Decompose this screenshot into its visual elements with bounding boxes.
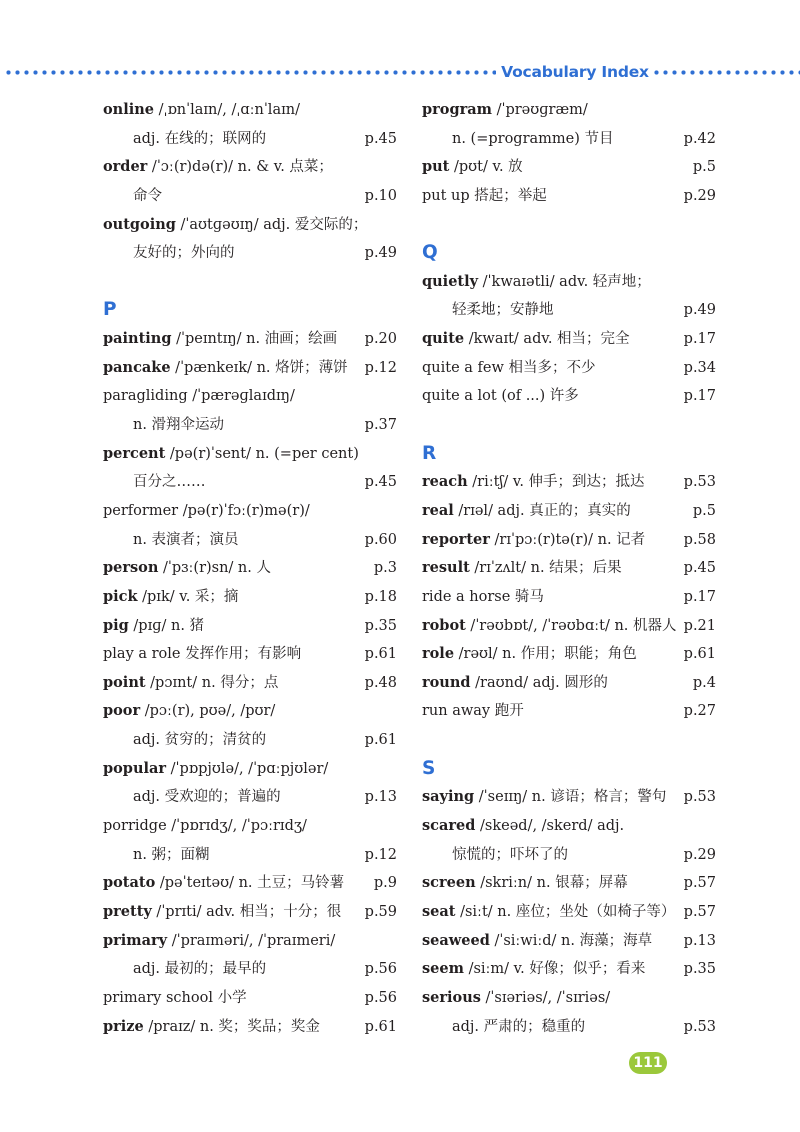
headword: painting bbox=[103, 330, 172, 348]
page-reference: p.13 bbox=[683, 932, 716, 949]
headword: result bbox=[422, 559, 470, 577]
vocab-entry bbox=[422, 927, 716, 956]
entry-text bbox=[103, 869, 344, 898]
definition: /ˈprəʊɡræm/ bbox=[491, 102, 588, 118]
vocab-entry bbox=[103, 239, 397, 268]
headword: robot bbox=[422, 616, 466, 634]
entry-text bbox=[103, 96, 300, 125]
entry-text bbox=[422, 812, 624, 841]
definition: /ˈrəʊbɒt/, /ˈrəʊbɑːt/ n. 机器人 bbox=[465, 617, 677, 634]
headword: screen bbox=[422, 874, 476, 892]
vocab-entry bbox=[103, 325, 397, 354]
entry-text bbox=[103, 211, 367, 240]
phrase: play a role 发挥作用；有影响 bbox=[103, 646, 302, 663]
definition: /pəˈteɪtəʊ/ n. 土豆；马铃薯 bbox=[155, 875, 345, 892]
page-number: 111 bbox=[629, 1052, 667, 1074]
headword: seaweed bbox=[422, 931, 490, 949]
vocab-entry bbox=[422, 468, 716, 497]
page-reference: p.42 bbox=[683, 130, 716, 147]
entry-text bbox=[422, 153, 523, 182]
page-reference: p.4 bbox=[692, 674, 716, 691]
vocab-entry bbox=[103, 869, 397, 898]
entry-text bbox=[103, 898, 341, 927]
spacer bbox=[422, 211, 716, 240]
definition: /skriːn/ n. 银幕；屏幕 bbox=[475, 875, 628, 892]
headword: serious bbox=[422, 988, 481, 1006]
headword: reach bbox=[422, 473, 468, 491]
vocab-entry bbox=[422, 554, 716, 583]
vocab-entry bbox=[103, 411, 397, 440]
vocab-entry bbox=[422, 182, 716, 211]
phrase: performer /pə(r)ˈfɔː(r)mə(r)/ bbox=[103, 502, 310, 519]
phrase: quite a few 相当多；不少 bbox=[422, 359, 596, 376]
definition: /ˈpɒpjʊlə/, /ˈpɑːpjʊlər/ bbox=[166, 760, 329, 777]
page-reference: p.13 bbox=[364, 789, 397, 806]
definition-continuation: adj. 最初的；最早的 bbox=[133, 961, 267, 978]
vocab-entry bbox=[422, 955, 716, 984]
definition-continuation: adj. 受欢迎的；普遍的 bbox=[133, 789, 281, 806]
right-column bbox=[422, 96, 716, 1041]
definition-continuation: adj. 严肃的；稳重的 bbox=[452, 1018, 586, 1035]
vocab-entry bbox=[103, 697, 397, 726]
entry-text bbox=[422, 640, 637, 669]
definition: /ˈaʊtɡəʊɪŋ/ adj. 爱交际的； bbox=[175, 216, 368, 233]
page-reference: p.17 bbox=[683, 388, 716, 405]
entry-text bbox=[422, 526, 645, 555]
vocab-entry bbox=[422, 898, 716, 927]
entry-text bbox=[422, 783, 666, 812]
vocab-entry bbox=[422, 697, 716, 726]
vocab-entry bbox=[103, 812, 397, 841]
page-reference: p.58 bbox=[683, 531, 716, 548]
page-reference: p.5 bbox=[692, 502, 716, 519]
definition: /siːt/ n. 座位；坐处（如椅子等） bbox=[455, 903, 676, 920]
headword: point bbox=[103, 673, 146, 691]
phrase: paragliding /ˈpærəɡlaɪdɪŋ/ bbox=[103, 388, 295, 405]
vocab-entry bbox=[103, 612, 397, 641]
page-reference: p.35 bbox=[364, 617, 397, 634]
page-reference: p.61 bbox=[364, 1018, 397, 1035]
page-reference: p.49 bbox=[364, 245, 397, 262]
definition: /ˈpraɪməri/, /ˈpraɪmeri/ bbox=[167, 932, 336, 949]
entry-text bbox=[422, 612, 677, 641]
definition: /ˈpænkeɪk/ n. 烙饼；薄饼 bbox=[170, 359, 348, 376]
page-reference: p.17 bbox=[683, 331, 716, 348]
page-reference: p.45 bbox=[683, 560, 716, 577]
definition: /rɪˈpɔː(r)tə(r)/ n. 记者 bbox=[489, 531, 646, 548]
entry-text bbox=[103, 153, 333, 182]
vocab-entry bbox=[422, 1013, 716, 1042]
headword: percent bbox=[103, 444, 166, 462]
vocab-entry bbox=[103, 354, 397, 383]
section-letter-label: R bbox=[422, 442, 437, 464]
definition: /pʊt/ v. 放 bbox=[449, 159, 523, 176]
vocab-entry bbox=[103, 726, 397, 755]
headword: reporter bbox=[422, 530, 490, 548]
phrase: primary school 小学 bbox=[103, 989, 247, 1006]
vocab-entry bbox=[103, 526, 397, 555]
vocab-entry bbox=[422, 296, 716, 325]
headword: pancake bbox=[103, 358, 171, 376]
page-reference: p.45 bbox=[364, 130, 397, 147]
vocab-entry bbox=[422, 382, 716, 411]
left-column bbox=[103, 96, 397, 1041]
dotted-rule-left bbox=[4, 70, 496, 75]
section-letter bbox=[422, 239, 716, 268]
page-reference: p.57 bbox=[683, 875, 716, 892]
headword: round bbox=[422, 673, 471, 691]
vocab-entry bbox=[422, 125, 716, 154]
definition: /skeəd/, /skerd/ adj. bbox=[475, 818, 625, 835]
headword: program bbox=[422, 101, 492, 118]
entry-text bbox=[422, 927, 652, 956]
entry-text bbox=[103, 583, 238, 612]
page-reference: p.29 bbox=[683, 846, 716, 863]
page-reference: p.56 bbox=[364, 961, 397, 978]
spacer bbox=[103, 268, 397, 297]
entry-text bbox=[422, 955, 645, 984]
definition: /pɪk/ v. 采；摘 bbox=[137, 588, 239, 605]
headword: prize bbox=[103, 1017, 144, 1035]
headword: seem bbox=[422, 960, 464, 978]
definition: /ˈpeɪntɪŋ/ n. 油画；绘画 bbox=[171, 331, 338, 348]
vocab-entry bbox=[103, 955, 397, 984]
section-letter-label: P bbox=[103, 299, 117, 321]
phrase: run away 跑开 bbox=[422, 703, 524, 720]
phrase: put up 搭起；举起 bbox=[422, 187, 547, 204]
entry-text bbox=[103, 755, 328, 784]
headword: seat bbox=[422, 902, 456, 920]
page-reference: p.57 bbox=[683, 903, 716, 920]
headword: online bbox=[103, 101, 154, 118]
vocab-entry bbox=[103, 783, 397, 812]
phrase: porridge /ˈpɒrɪdʒ/, /ˈpɔːrɪdʒ/ bbox=[103, 818, 307, 835]
vocab-entry bbox=[103, 211, 397, 240]
entry-text bbox=[422, 468, 645, 497]
page-reference: p.20 bbox=[364, 331, 397, 348]
page-reference: p.5 bbox=[692, 159, 716, 176]
headword: saying bbox=[422, 788, 475, 806]
vocab-entry bbox=[422, 153, 716, 182]
section-letter bbox=[422, 755, 716, 784]
headword: real bbox=[422, 501, 454, 519]
vocab-entry bbox=[103, 927, 397, 956]
dotted-rule-right bbox=[652, 70, 800, 75]
entry-text bbox=[103, 927, 335, 956]
vocab-entry bbox=[103, 841, 397, 870]
vocab-entry bbox=[103, 984, 397, 1013]
page-reference: p.9 bbox=[373, 875, 397, 892]
page-reference: p.17 bbox=[683, 588, 716, 605]
entry-text bbox=[422, 554, 622, 583]
page-header bbox=[0, 60, 800, 84]
definition-continuation: 轻柔地；安静地 bbox=[452, 302, 554, 319]
definition-continuation: n. 粥；面糊 bbox=[133, 846, 210, 863]
headword: pig bbox=[103, 616, 129, 634]
page-reference: p.10 bbox=[364, 187, 397, 204]
page-reference: p.53 bbox=[683, 474, 716, 491]
definition: /ˈseɪɪŋ/ n. 谚语；格言；警句 bbox=[474, 789, 667, 806]
entry-text bbox=[103, 669, 278, 698]
page-reference: p.21 bbox=[683, 617, 716, 634]
entry-text bbox=[103, 554, 271, 583]
page-reference: p.35 bbox=[683, 961, 716, 978]
page-reference: p.61 bbox=[364, 646, 397, 663]
definition: /ˈɔː(r)də(r)/ n. & v. 点菜； bbox=[147, 159, 333, 176]
section-letter bbox=[103, 296, 397, 325]
entry-text bbox=[422, 325, 630, 354]
entry-text bbox=[103, 440, 359, 469]
vocab-entry bbox=[103, 125, 397, 154]
headword: potato bbox=[103, 874, 156, 892]
definition: /ˈprɪti/ adv. 相当；十分；很 bbox=[151, 903, 342, 920]
definition: /pɔː(r), pʊə/, /pʊr/ bbox=[140, 703, 276, 720]
spacer bbox=[422, 726, 716, 755]
headword: quite bbox=[422, 330, 465, 348]
entry-text bbox=[422, 268, 651, 297]
page-reference: p.61 bbox=[364, 732, 397, 749]
vocab-entry bbox=[103, 554, 397, 583]
page-reference: p.49 bbox=[683, 302, 716, 319]
entry-text bbox=[103, 697, 275, 726]
vocab-entry bbox=[422, 640, 716, 669]
headword: role bbox=[422, 645, 455, 663]
vocab-entry bbox=[422, 669, 716, 698]
page-reference: p.29 bbox=[683, 187, 716, 204]
headword: scared bbox=[422, 817, 476, 835]
spacer bbox=[422, 411, 716, 440]
vocab-entry bbox=[422, 583, 716, 612]
vocab-entry bbox=[103, 898, 397, 927]
vocab-entry bbox=[103, 755, 397, 784]
headword: quietly bbox=[422, 272, 479, 290]
vocab-entry bbox=[422, 325, 716, 354]
page-reference: p.12 bbox=[364, 846, 397, 863]
definition: /ˈsiːwiːd/ n. 海藻；海草 bbox=[489, 932, 653, 949]
page-reference: p.60 bbox=[364, 531, 397, 548]
page-reference: p.27 bbox=[683, 703, 716, 720]
page-reference: p.34 bbox=[683, 359, 716, 376]
vocab-entry bbox=[103, 440, 397, 469]
phrase: ride a horse 骑马 bbox=[422, 588, 544, 605]
vocab-entry bbox=[422, 869, 716, 898]
definition: /praɪz/ n. 奖；奖品；奖金 bbox=[143, 1018, 320, 1035]
definition: /ˈkwaɪətli/ adv. 轻声地； bbox=[478, 273, 651, 290]
definition: /pə(r)ˈsent/ n. (=per cent) bbox=[165, 445, 359, 462]
vocab-entry bbox=[422, 497, 716, 526]
vocab-entry bbox=[103, 497, 397, 526]
vocab-entry bbox=[422, 96, 716, 125]
vocab-entry bbox=[103, 382, 397, 411]
definition: /rɪəl/ adj. 真正的；真实的 bbox=[453, 502, 631, 519]
headword: order bbox=[103, 158, 148, 176]
vocab-entry bbox=[103, 96, 397, 125]
definition: /raʊnd/ adj. 圆形的 bbox=[470, 674, 608, 691]
definition: /ˈpɜː(r)sn/ n. 人 bbox=[158, 560, 271, 577]
page-reference: p.53 bbox=[683, 1018, 716, 1035]
definition-continuation: adj. 贫穷的；清贫的 bbox=[133, 732, 267, 749]
definition-continuation: 惊慌的；吓坏了的 bbox=[452, 846, 568, 863]
vocab-entry bbox=[103, 182, 397, 211]
section-title: Vocabulary Index bbox=[501, 63, 649, 81]
vocab-entry bbox=[422, 526, 716, 555]
headword: popular bbox=[103, 759, 167, 777]
headword: poor bbox=[103, 702, 141, 720]
vocab-entry bbox=[103, 1013, 397, 1042]
entry-text bbox=[422, 669, 608, 698]
entry-text bbox=[422, 898, 675, 927]
vocab-entry bbox=[422, 783, 716, 812]
page-reference: p.12 bbox=[364, 359, 397, 376]
definition: /riːtʃ/ v. 伸手；到达；抵达 bbox=[467, 474, 645, 491]
definition-continuation: 友好的；外向的 bbox=[133, 245, 235, 262]
page-reference: p.59 bbox=[364, 903, 397, 920]
headword: pretty bbox=[103, 902, 152, 920]
entry-text bbox=[422, 869, 628, 898]
page-reference: p.18 bbox=[364, 588, 397, 605]
definition: /siːm/ v. 好像；似乎；看来 bbox=[463, 961, 646, 978]
phrase: quite a lot (of ...) 许多 bbox=[422, 388, 579, 405]
vocab-entry bbox=[103, 468, 397, 497]
headword: pick bbox=[103, 587, 138, 605]
definition-continuation: 命令 bbox=[133, 187, 162, 204]
definition: /rəʊl/ n. 作用；职能；角色 bbox=[454, 646, 637, 663]
definition: /rɪˈzʌlt/ n. 结果；后果 bbox=[469, 560, 622, 577]
definition: /pɪɡ/ n. 猪 bbox=[128, 617, 205, 634]
definition: /ˈsɪəriəs/, /ˈsɪriəs/ bbox=[480, 989, 611, 1006]
definition: /kwaɪt/ adv. 相当；完全 bbox=[464, 331, 630, 348]
vocab-entry bbox=[422, 984, 716, 1013]
section-letter-label: S bbox=[422, 757, 436, 779]
vocab-entry bbox=[103, 583, 397, 612]
vocab-entry bbox=[422, 354, 716, 383]
page-reference: p.48 bbox=[364, 674, 397, 691]
page-reference: p.45 bbox=[364, 474, 397, 491]
definition: /ˌɒnˈlaɪn/, /ˌɑːnˈlaɪn/ bbox=[154, 102, 300, 118]
definition-continuation: n. (=programme) 节目 bbox=[452, 130, 614, 147]
entry-text bbox=[103, 354, 348, 383]
headword: primary bbox=[103, 931, 168, 949]
entry-text bbox=[422, 96, 588, 125]
page-reference: p.3 bbox=[373, 560, 397, 577]
vocab-entry bbox=[422, 612, 716, 641]
page-reference: p.37 bbox=[364, 417, 397, 434]
definition-continuation: n. 滑翔伞运动 bbox=[133, 417, 225, 434]
page-reference: p.56 bbox=[364, 989, 397, 1006]
headword: outgoing bbox=[103, 215, 176, 233]
headword: person bbox=[103, 559, 159, 577]
definition: /pɔɪnt/ n. 得分；点 bbox=[145, 674, 279, 691]
entry-text bbox=[422, 497, 631, 526]
definition-continuation: n. 表演者；演员 bbox=[133, 531, 239, 548]
definition-continuation: adj. 在线的；联网的 bbox=[133, 130, 267, 147]
page-reference: p.61 bbox=[683, 646, 716, 663]
entry-text bbox=[103, 1013, 320, 1042]
vocab-entry bbox=[103, 153, 397, 182]
page-reference: p.53 bbox=[683, 789, 716, 806]
vocab-entry bbox=[422, 841, 716, 870]
vocab-entry bbox=[103, 669, 397, 698]
section-letter bbox=[422, 440, 716, 469]
vocab-entry bbox=[422, 268, 716, 297]
entry-text bbox=[103, 612, 204, 641]
definition-continuation: 百分之…… bbox=[133, 474, 206, 491]
entry-text bbox=[422, 984, 610, 1013]
vocab-entry bbox=[103, 640, 397, 669]
entry-text bbox=[103, 325, 337, 354]
section-letter-label: Q bbox=[422, 242, 438, 264]
headword: put bbox=[422, 158, 450, 176]
vocab-entry bbox=[422, 812, 716, 841]
